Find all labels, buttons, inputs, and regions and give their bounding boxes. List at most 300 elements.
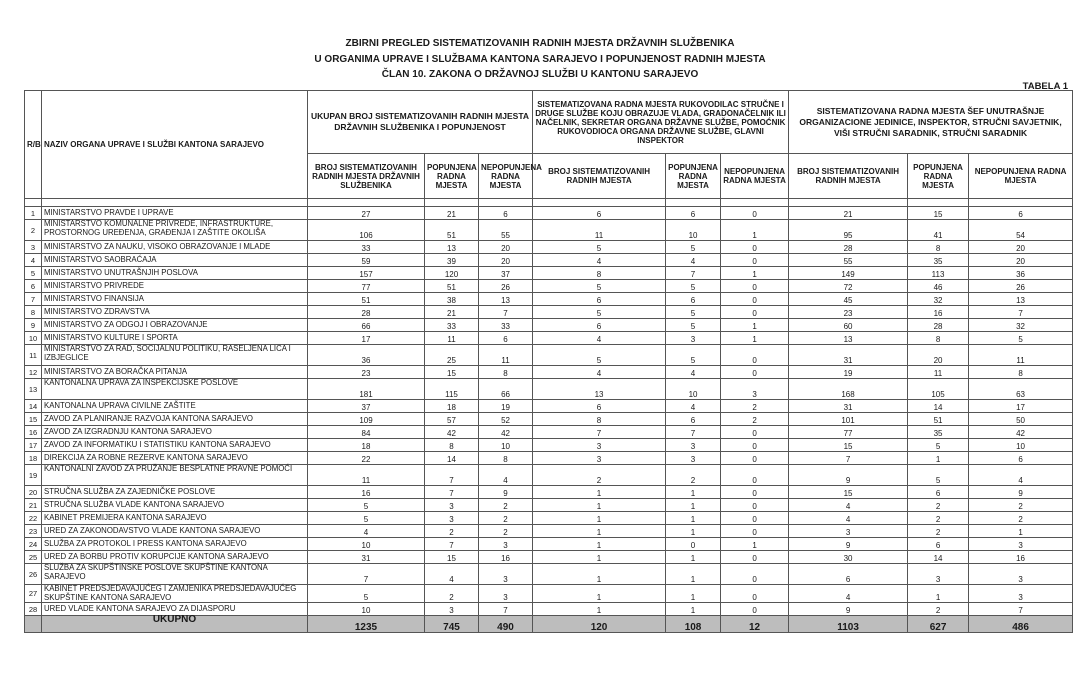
cell-staff-filled: 51 [908,413,969,426]
cell-staff-unfilled: 6 [969,452,1073,465]
cell-total-systematized: 27 [308,207,425,220]
cell-managers-systematized: 8 [533,413,666,426]
table-row [25,254,1073,267]
cell-managers-systematized: 7 [533,426,666,439]
cell-total-unfilled: 2 [479,499,533,512]
cell-total-systematized: 181 [308,379,425,400]
cell-total-filled: 2 [425,525,479,538]
cell-managers-systematized: 5 [533,306,666,319]
cell-staff-systematized: 4 [789,512,908,525]
total-staff-unfilled: 486 [969,616,1073,633]
cell-total-systematized: 5 [308,499,425,512]
cell-managers-unfilled: 0 [721,564,789,585]
row-number: 27 [25,585,42,603]
organ-name: MINISTARSTVO ZA BORAČKA PITANJA [42,366,308,379]
organ-name: ZAVOD ZA IZGRADNJU KANTONA SARAJEVO [42,426,308,439]
table-row [25,332,1073,345]
cell-total-unfilled: 9 [479,486,533,499]
cell-managers-systematized: 1 [533,551,666,564]
row-number: 14 [25,400,42,413]
row-number: 16 [25,426,42,439]
cell-staff-filled: 14 [908,400,969,413]
table-row [25,439,1073,452]
cell-staff-filled: 2 [908,525,969,538]
subheader-total-unfilled: NEPOPUNJENA RADNA MJESTA [479,154,533,199]
cell-managers-filled: 3 [666,439,721,452]
table-row [25,379,1073,400]
table-row [25,280,1073,293]
cell-managers-systematized: 6 [533,293,666,306]
cell-staff-filled: 1 [908,585,969,603]
cell-total-unfilled: 10 [479,439,533,452]
cell-managers-systematized: 5 [533,241,666,254]
cell-staff-filled: 46 [908,280,969,293]
subheader-total-systematized: BROJ SISTEMATIZOVANIH RADNIH MJESTA DRŽAVNIH SLUŽBENIKA [308,154,425,199]
table-row [25,220,1073,241]
cell-managers-filled: 1 [666,499,721,512]
cell-staff-unfilled: 63 [969,379,1073,400]
cell-staff-unfilled: 10 [969,439,1073,452]
cell-total-filled: 21 [425,306,479,319]
total-managers-unfilled: 12 [721,616,789,633]
cell-staff-filled: 2 [908,499,969,512]
cell-staff-unfilled: 26 [969,280,1073,293]
cell-total-unfilled: 19 [479,400,533,413]
cell-staff-unfilled: 20 [969,254,1073,267]
cell-managers-unfilled: 1 [721,220,789,241]
cell-managers-filled: 1 [666,585,721,603]
cell-total-filled: 14 [425,452,479,465]
row-number: 24 [25,538,42,551]
cell-total-systematized: 7 [308,564,425,585]
total-total-systematized: 1235 [308,616,425,633]
cell-managers-filled: 1 [666,564,721,585]
subheader-staff-unfilled: NEPOPUNJENA RADNA MJESTA [969,154,1073,199]
organ-name: MINISTARSTVO KOMUNALNE PRIVREDE, INFRASTRUKTURE, PROSTORNOG UREĐENJA, GRAĐENJA I ZAŠTITE OKOLIŠA [42,220,308,241]
name-header: NAZIV ORGANA UPRAVE I SLUŽBI KANTONA SARAJEVO [42,91,308,199]
cell-managers-systematized: 3 [533,452,666,465]
cell-total-systematized: 5 [308,512,425,525]
cell-staff-systematized: 21 [789,207,908,220]
cell-total-systematized: 59 [308,254,425,267]
table-row [25,319,1073,332]
row-number: 23 [25,525,42,538]
cell-managers-unfilled: 0 [721,345,789,366]
cell-staff-unfilled: 3 [969,564,1073,585]
cell-staff-systematized: 23 [789,306,908,319]
cell-total-unfilled: 37 [479,267,533,280]
cell-total-systematized: 84 [308,426,425,439]
table-row [25,486,1073,499]
cell-staff-unfilled: 13 [969,293,1073,306]
cell-staff-systematized: 31 [789,400,908,413]
cell-total-unfilled: 13 [479,293,533,306]
cell-total-filled: 38 [425,293,479,306]
cell-managers-unfilled: 2 [721,413,789,426]
cell-managers-filled: 5 [666,345,721,366]
cell-total-filled: 33 [425,319,479,332]
cell-managers-systematized: 5 [533,280,666,293]
cell-managers-systematized: 4 [533,254,666,267]
cell-managers-unfilled: 0 [721,603,789,616]
row-number: 8 [25,306,42,319]
cell-managers-unfilled: 1 [721,538,789,551]
cell-total-filled: 57 [425,413,479,426]
subheader-managers-unfilled: NEPOPUNJENA RADNA MJESTA [721,154,789,199]
cell-managers-filled: 7 [666,426,721,439]
cell-total-unfilled: 7 [479,603,533,616]
row-number: 25 [25,551,42,564]
cell-managers-unfilled: 3 [721,379,789,400]
cell-total-unfilled: 3 [479,538,533,551]
cell-managers-unfilled: 0 [721,585,789,603]
cell-managers-unfilled: 0 [721,426,789,439]
cell-staff-filled: 3 [908,564,969,585]
table-row [25,551,1073,564]
cell-staff-unfilled: 20 [969,241,1073,254]
cell-staff-systematized: 3 [789,525,908,538]
row-number: 20 [25,486,42,499]
cell-staff-systematized: 55 [789,254,908,267]
cell-total-unfilled: 33 [479,319,533,332]
staffing-table [24,90,1073,633]
table-row [25,512,1073,525]
cell-total-unfilled: 66 [479,379,533,400]
cell-staff-systematized: 4 [789,585,908,603]
table-row [25,426,1073,439]
cell-total-unfilled: 8 [479,366,533,379]
table-row [25,345,1073,366]
cell-staff-systematized: 6 [789,564,908,585]
cell-managers-filled: 6 [666,293,721,306]
cell-managers-systematized: 2 [533,465,666,486]
cell-staff-systematized: 19 [789,366,908,379]
group-header-staff: SISTEMATIZOVANA RADNA MJESTA ŠEF UNUTRAŠNJE ORGANIZACIONE JEDINICE, INSPEKTOR, STRUČNI SAVJETNIK, VIŠI STRUČNI SARADNIK, STRUČNI SARADNIK [789,91,1073,154]
cell-staff-filled: 5 [908,465,969,486]
cell-total-systematized: 10 [308,603,425,616]
organ-name: ZAVOD ZA PLANIRANJE RAZVOJA KANTONA SARAJEVO [42,413,308,426]
group-header-managers: SISTEMATIZOVANA RADNA MJESTA RUKOVODILAC STRUČNE I DRUGE SLUŽBE KOJU OBRAZUJE VLADA, GRADONAČELNIK ILI NAČELNIK, SEKRETAR ORGANA DRŽAVNE SLUŽBE, POMOĆNIK RUKOVODIOCA ORGANA DRŽAVNE SLUŽBE, GLAVNI INSPEKTOR [533,91,789,154]
table-row [25,452,1073,465]
cell-managers-unfilled: 0 [721,280,789,293]
cell-staff-filled: 15 [908,207,969,220]
organ-name: KANTONALNA UPRAVA ZA INSPEKCIJSKE POSLOVE [42,379,308,400]
cell-staff-filled: 2 [908,603,969,616]
organ-name: MINISTARSTVO KULTURE I SPORTA [42,332,308,345]
cell-staff-unfilled: 6 [969,207,1073,220]
cell-total-unfilled: 55 [479,220,533,241]
cell-total-filled: 7 [425,465,479,486]
cell-total-systematized: 66 [308,319,425,332]
cell-total-unfilled: 26 [479,280,533,293]
cell-total-systematized: 106 [308,220,425,241]
cell-total-unfilled: 20 [479,241,533,254]
cell-managers-filled: 3 [666,332,721,345]
cell-managers-unfilled: 0 [721,525,789,538]
cell-staff-systematized: 45 [789,293,908,306]
cell-staff-filled: 11 [908,366,969,379]
cell-staff-systematized: 15 [789,486,908,499]
cell-managers-filled: 7 [666,267,721,280]
cell-staff-unfilled: 7 [969,603,1073,616]
organ-name: SLUŽBA ZA PROTOKOL I PRESS KANTONA SARAJEVO [42,538,308,551]
cell-managers-filled: 5 [666,319,721,332]
cell-total-systematized: 109 [308,413,425,426]
cell-staff-systematized: 9 [789,538,908,551]
subheader-staff-systematized: BROJ SISTEMATIZOVANIH RADNIH MJESTA [789,154,908,199]
row-number: 10 [25,332,42,345]
table-label: TABELA 1 [1022,81,1068,92]
table-row [25,564,1073,585]
cell-total-systematized: 36 [308,345,425,366]
organ-name: MINISTARSTVO PRIVREDE [42,280,308,293]
cell-staff-filled: 20 [908,345,969,366]
cell-managers-unfilled: 2 [721,400,789,413]
cell-managers-unfilled: 0 [721,254,789,267]
row-number: 22 [25,512,42,525]
table-row [25,499,1073,512]
cell-managers-filled: 1 [666,486,721,499]
cell-total-filled: 8 [425,439,479,452]
row-number: 11 [25,345,42,366]
cell-staff-systematized: 30 [789,551,908,564]
cell-total-systematized: 33 [308,241,425,254]
cell-staff-unfilled: 54 [969,220,1073,241]
cell-managers-filled: 6 [666,207,721,220]
cell-managers-systematized: 13 [533,379,666,400]
cell-managers-filled: 1 [666,512,721,525]
cell-managers-filled: 2 [666,465,721,486]
row-number: 21 [25,499,42,512]
cell-staff-unfilled: 36 [969,267,1073,280]
cell-staff-filled: 105 [908,379,969,400]
cell-staff-systematized: 168 [789,379,908,400]
cell-staff-filled: 35 [908,426,969,439]
cell-staff-unfilled: 2 [969,512,1073,525]
cell-managers-systematized: 6 [533,400,666,413]
cell-staff-systematized: 15 [789,439,908,452]
cell-managers-systematized: 6 [533,207,666,220]
cell-staff-systematized: 13 [789,332,908,345]
cell-total-systematized: 5 [308,585,425,603]
row-number: 17 [25,439,42,452]
cell-managers-unfilled: 0 [721,499,789,512]
cell-total-filled: 3 [425,603,479,616]
row-number: 26 [25,564,42,585]
cell-total-systematized: 18 [308,439,425,452]
cell-managers-systematized: 6 [533,319,666,332]
cell-managers-systematized: 4 [533,366,666,379]
total-rb-cell [25,616,42,633]
cell-staff-unfilled: 3 [969,585,1073,603]
organ-name: MINISTARSTVO ZA NAUKU, VISOKO OBRAZOVANJE I MLADE [42,241,308,254]
cell-staff-unfilled: 17 [969,400,1073,413]
cell-managers-systematized: 1 [533,603,666,616]
cell-total-filled: 39 [425,254,479,267]
cell-managers-systematized: 1 [533,564,666,585]
total-label: UKUPNO [42,616,308,633]
cell-total-unfilled: 11 [479,345,533,366]
cell-staff-filled: 8 [908,241,969,254]
cell-total-unfilled: 3 [479,585,533,603]
cell-total-filled: 42 [425,426,479,439]
cell-staff-unfilled: 9 [969,486,1073,499]
cell-managers-unfilled: 1 [721,267,789,280]
cell-total-filled: 7 [425,538,479,551]
row-number: 18 [25,452,42,465]
cell-total-unfilled: 2 [479,512,533,525]
cell-managers-systematized: 1 [533,512,666,525]
cell-total-unfilled: 4 [479,465,533,486]
total-staff-filled: 627 [908,616,969,633]
cell-total-systematized: 23 [308,366,425,379]
table-row [25,366,1073,379]
organ-name: MINISTARSTVO PRAVDE I UPRAVE [42,207,308,220]
table-row [25,538,1073,551]
cell-managers-filled: 10 [666,220,721,241]
cell-staff-systematized: 31 [789,345,908,366]
cell-managers-systematized: 1 [533,499,666,512]
cell-staff-unfilled: 42 [969,426,1073,439]
cell-staff-filled: 16 [908,306,969,319]
cell-managers-filled: 4 [666,254,721,267]
cell-staff-unfilled: 8 [969,366,1073,379]
cell-staff-unfilled: 2 [969,499,1073,512]
cell-total-unfilled: 6 [479,332,533,345]
cell-managers-unfilled: 0 [721,207,789,220]
cell-staff-filled: 41 [908,220,969,241]
cell-total-unfilled: 6 [479,207,533,220]
cell-managers-unfilled: 1 [721,319,789,332]
cell-total-filled: 3 [425,499,479,512]
total-staff-systematized: 1103 [789,616,908,633]
cell-managers-unfilled: 0 [721,293,789,306]
cell-total-filled: 25 [425,345,479,366]
subheader-total-filled: POPUNJENA RADNA MJESTA [425,154,479,199]
row-number: 4 [25,254,42,267]
cell-staff-filled: 1 [908,452,969,465]
cell-total-unfilled: 52 [479,413,533,426]
row-number: 1 [25,207,42,220]
cell-staff-systematized: 28 [789,241,908,254]
cell-managers-unfilled: 0 [721,465,789,486]
organ-name: MINISTARSTVO UNUTRAŠNJIH POSLOVA [42,267,308,280]
cell-managers-systematized: 1 [533,486,666,499]
cell-total-filled: 15 [425,551,479,564]
table-row [25,293,1073,306]
cell-managers-filled: 5 [666,306,721,319]
cell-managers-unfilled: 0 [721,241,789,254]
cell-staff-unfilled: 5 [969,332,1073,345]
organ-name: SLUŽBA ZA SKUPŠTINSKE POSLOVE SKUPŠTINE KANTONA SARAJEVO [42,564,308,585]
cell-managers-systematized: 11 [533,220,666,241]
row-number: 12 [25,366,42,379]
cell-total-filled: 18 [425,400,479,413]
total-total-filled: 745 [425,616,479,633]
cell-total-filled: 3 [425,512,479,525]
cell-staff-systematized: 60 [789,319,908,332]
cell-managers-systematized: 1 [533,538,666,551]
cell-total-filled: 7 [425,486,479,499]
cell-total-systematized: 10 [308,538,425,551]
cell-staff-systematized: 9 [789,465,908,486]
title-line-2: U ORGANIMA UPRAVE I SLUŽBAMA KANTONA SARAJEVO I POPUNJENOST RADNIH MJESTA [314,53,766,65]
cell-managers-unfilled: 0 [721,452,789,465]
cell-staff-systematized: 149 [789,267,908,280]
cell-managers-filled: 1 [666,603,721,616]
row-number: 19 [25,465,42,486]
rb-header: R/B [25,91,42,199]
cell-managers-unfilled: 1 [721,332,789,345]
total-total-unfilled: 490 [479,616,533,633]
document-heading [0,36,1080,83]
cell-total-filled: 4 [425,564,479,585]
cell-staff-systematized: 9 [789,603,908,616]
table-row [25,413,1073,426]
total-managers-systematized: 120 [533,616,666,633]
cell-managers-unfilled: 0 [721,512,789,525]
cell-total-filled: 51 [425,280,479,293]
cell-managers-unfilled: 0 [721,551,789,564]
cell-managers-filled: 10 [666,379,721,400]
cell-managers-filled: 4 [666,400,721,413]
organ-name: URED ZA ZAKONODAVSTVO VLADE KANTONA SARAJEVO [42,525,308,538]
cell-total-systematized: 31 [308,551,425,564]
cell-total-filled: 120 [425,267,479,280]
title-line-3: ČLAN 10. ZAKONA O DRŽAVNOJ SLUŽBI U KANTONU SARAJEVO [381,69,699,80]
cell-staff-systematized: 4 [789,499,908,512]
cell-managers-unfilled: 0 [721,486,789,499]
cell-staff-unfilled: 16 [969,551,1073,564]
cell-staff-unfilled: 32 [969,319,1073,332]
cell-total-filled: 21 [425,207,479,220]
organ-name: ZAVOD ZA INFORMATIKU I STATISTIKU KANTONA SARAJEVO [42,439,308,452]
cell-staff-unfilled: 11 [969,345,1073,366]
cell-staff-systematized: 101 [789,413,908,426]
organ-name: KABINET PREDSJEDAVAJUĆEG I ZAMJENIKA PREDSJEDAVAJUĆEG SKUPŠTINE KANTONA SARAJEVO [42,585,308,603]
organ-name: URED VLADE KANTONA SARAJEVO ZA DIJASPORU [42,603,308,616]
cell-total-unfilled: 42 [479,426,533,439]
row-number: 2 [25,220,42,241]
cell-managers-filled: 6 [666,413,721,426]
cell-staff-filled: 6 [908,486,969,499]
title-line-1: ZBIRNI PREGLED SISTEMATIZOVANIH RADNIH MJESTA DRŽAVNIH SLUŽBENIKA [345,38,735,49]
organ-name: MINISTARSTVO FINANSIJA [42,293,308,306]
row-number: 15 [25,413,42,426]
group-header-total: UKUPAN BROJ SISTEMATIZOVANIH RADNIH MJESTA DRŽAVNIH SLUŽBENIKA I POPUNJENOST [308,91,533,154]
organ-name: KABINET PREMIJERA KANTONA SARAJEVO [42,512,308,525]
cell-total-unfilled: 3 [479,564,533,585]
cell-managers-unfilled: 0 [721,439,789,452]
cell-total-systematized: 77 [308,280,425,293]
cell-managers-unfilled: 0 [721,366,789,379]
cell-managers-systematized: 1 [533,585,666,603]
row-number: 5 [25,267,42,280]
cell-managers-filled: 5 [666,280,721,293]
cell-staff-filled: 14 [908,551,969,564]
cell-managers-unfilled: 0 [721,306,789,319]
organ-name: STRUČNA SLUŽBA ZA ZAJEDNIČKE POSLOVE [42,486,308,499]
row-number: 3 [25,241,42,254]
cell-total-filled: 13 [425,241,479,254]
table-row [25,585,1073,603]
cell-staff-filled: 113 [908,267,969,280]
spacer-row [25,199,1073,207]
organ-name: KANTONALNI ZAVOD ZA PRUŽANJE BESPLATNE PRAVNE POMOĆI [42,465,308,486]
cell-total-systematized: 51 [308,293,425,306]
cell-total-unfilled: 2 [479,525,533,538]
row-number: 13 [25,379,42,400]
